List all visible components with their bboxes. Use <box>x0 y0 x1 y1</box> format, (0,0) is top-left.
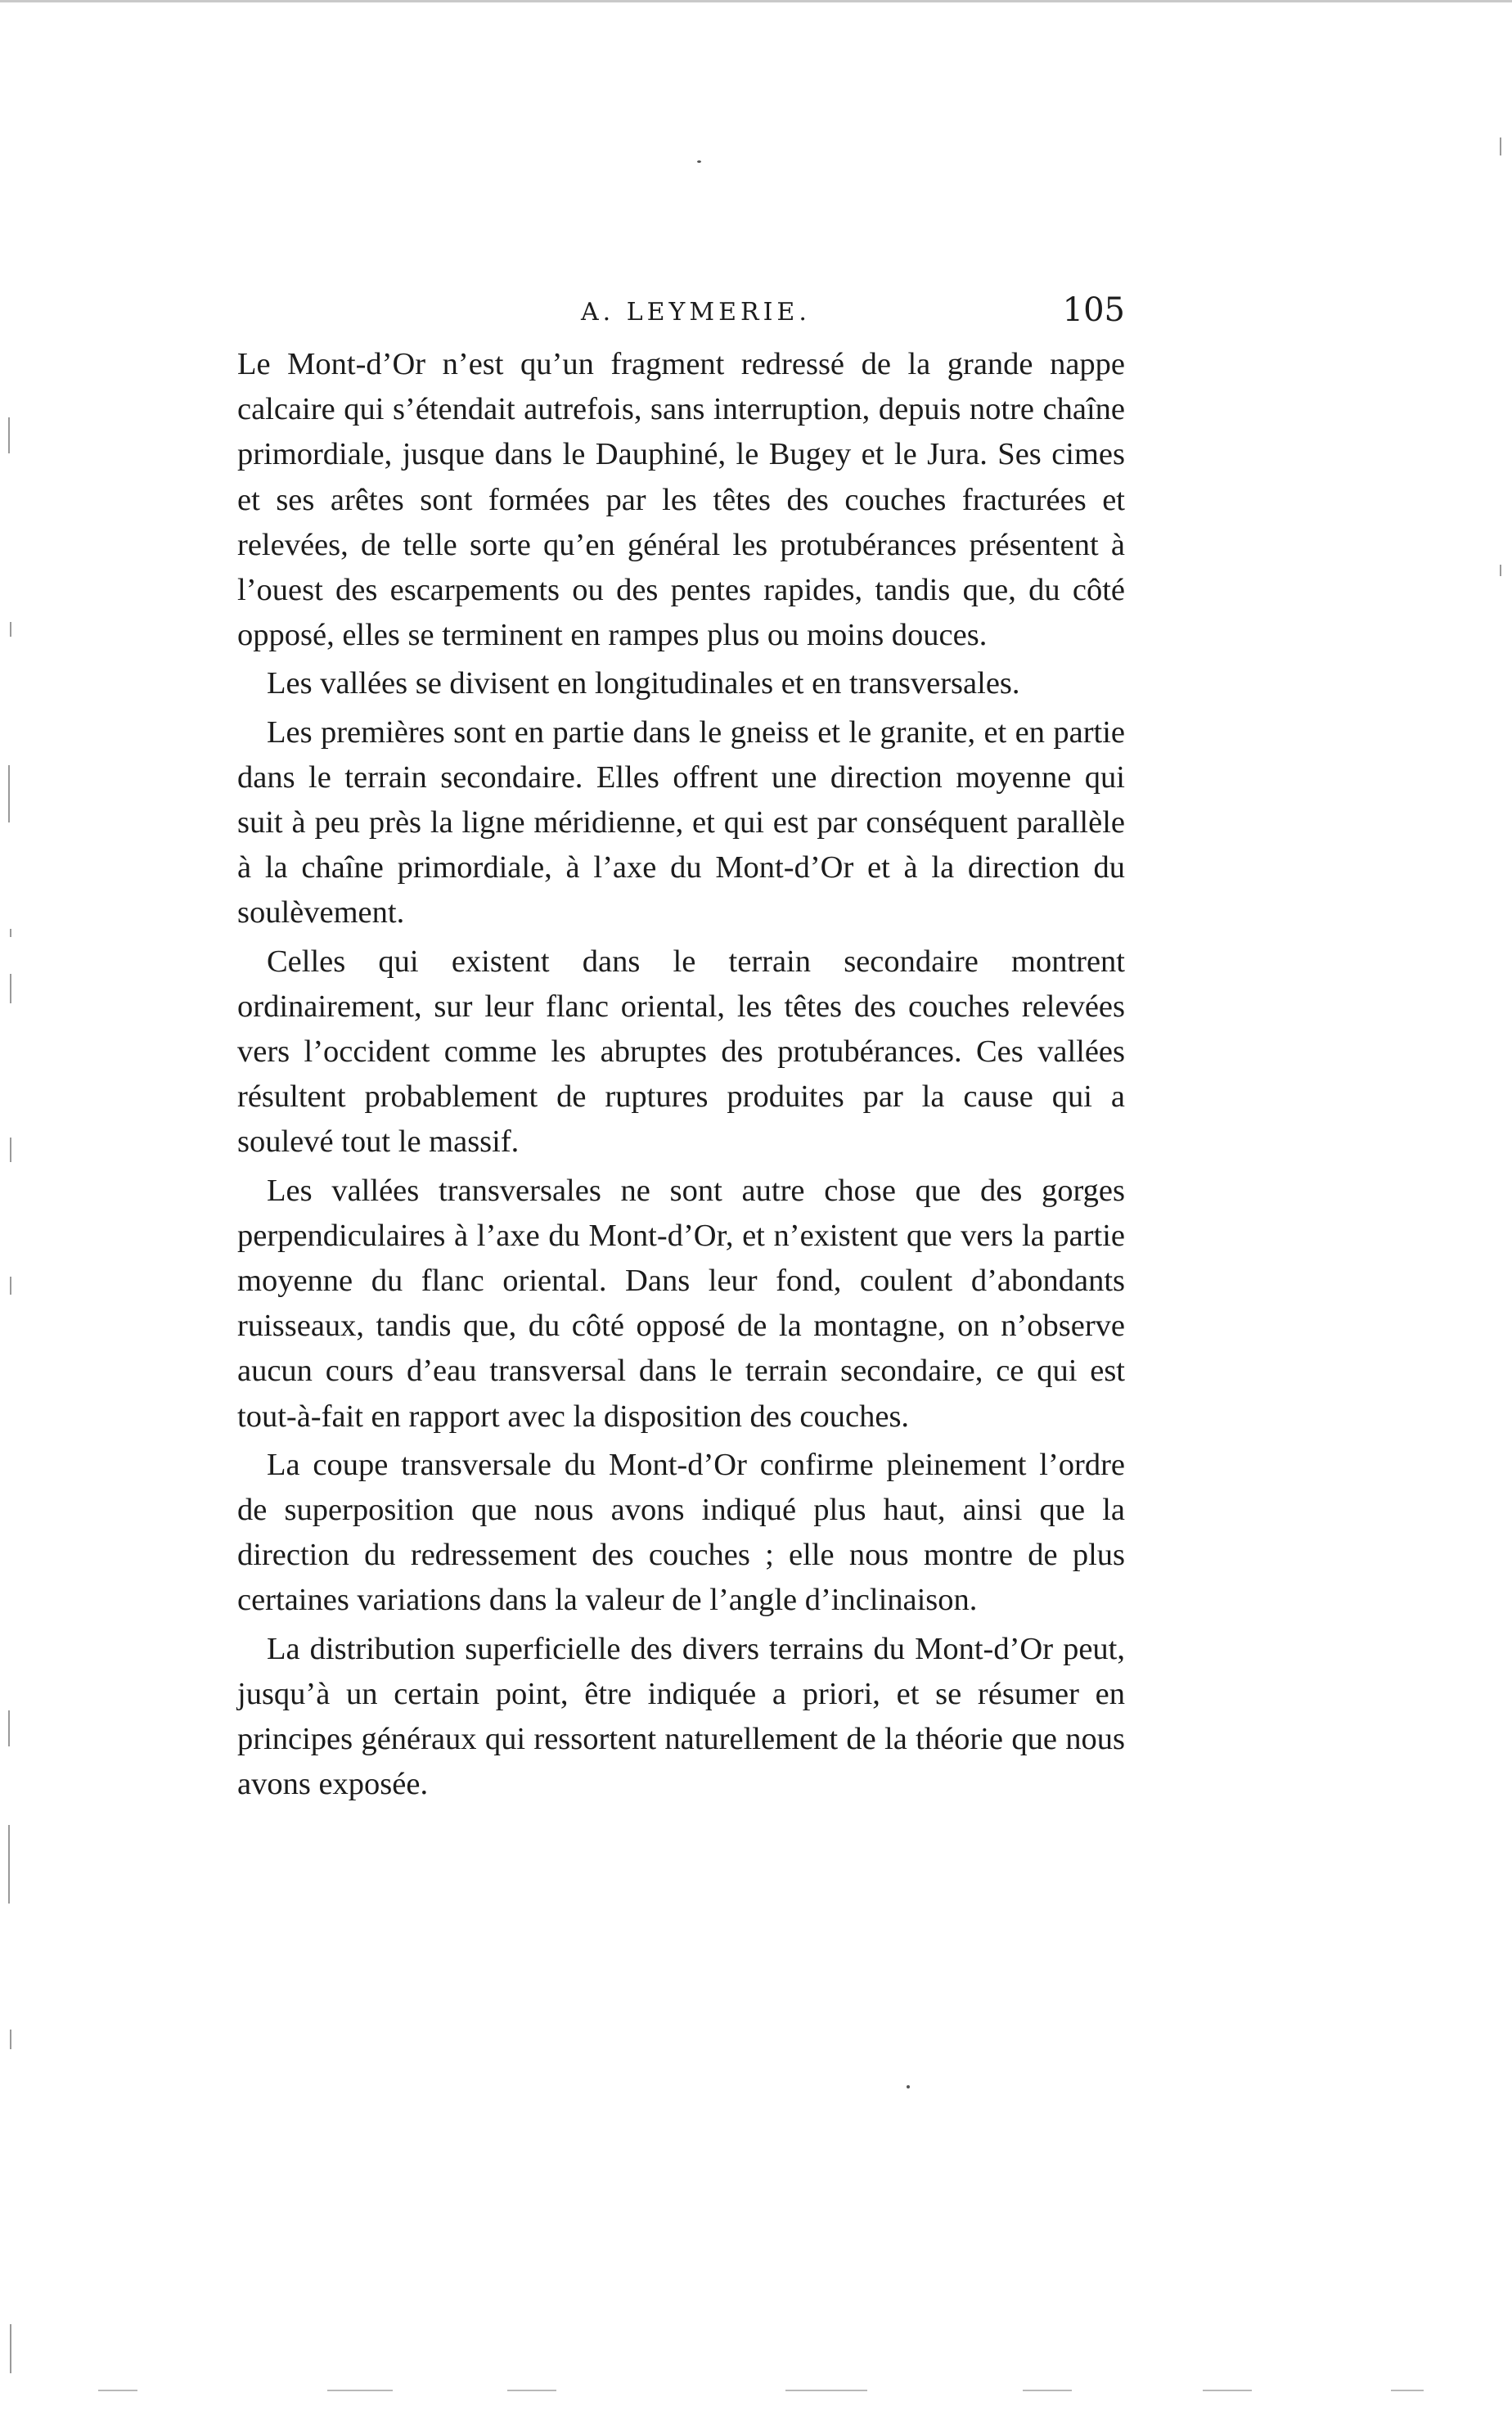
scan-edge-mark <box>8 417 10 453</box>
running-head-author: A. LEYMERIE. <box>581 298 811 327</box>
scan-bottom-mark <box>1203 2390 1252 2391</box>
scan-speck <box>907 2085 910 2088</box>
scan-bottom-mark <box>327 2390 393 2391</box>
running-head <box>237 291 1125 340</box>
scan-edge-mark <box>10 1277 11 1295</box>
scan-edge-mark <box>10 2324 11 2373</box>
scan-edge-mark <box>10 974 11 1003</box>
paragraph: La coupe transversale du Mont-d’Or confirme pleinement l’ordre de superposition que nous avons indiqué plus haut, ainsi que la direction du redressement des couches ; elle nous montre de plus certaines variations dans la valeur de l’angle d’inclinaison. <box>237 1447 1125 1618</box>
body-text <box>237 342 1125 1811</box>
paragraph: Les vallées transversales ne sont autre chose que des gorges perpendiculaires à l’axe du Mont-d’Or, et n’existent que vers la partie moyenne du flanc oriental. Dans leur fond, coulent d’abondants ruisseaux, tandis que, du côté opposé de la montagne, on n’observe aucun cours d’eau transversal dans le terrain secondaire, ce qui est tout-à-fait en rapport avec la disposition des couches. <box>237 1173 1125 1434</box>
paragraph: Les premières sont en partie dans le gneiss et le granite, et en partie dans le terrain secondaire. Elles offrent une direction moyenne qui suit à peu près la ligne méridienne, et qui est par conséquent parallèle à la chaîne primordiale, à l’axe du Mont-d’Or et à la direction du soulèvement. <box>237 714 1125 930</box>
paragraph: La distribution superficielle des divers terrains du Mont-d’Or peut, jusqu’à un certain point, être indiquée a priori, et se résumer en principes généraux qui ressortent naturellement de la théorie que nous avons exposée. <box>237 1631 1125 1802</box>
scan-edge-mark <box>10 929 11 937</box>
scan-bottom-mark <box>98 2390 137 2391</box>
scan-bottom-mark <box>785 2390 867 2391</box>
scan-edge-mark <box>8 1825 10 1904</box>
paragraph: Les vallées se divisent en longitudinales et en transversales. <box>267 666 1020 701</box>
scan-bottom-mark <box>1391 2390 1424 2391</box>
paragraph: Le Mont-d’Or n’est qu’un fragment redressé de la grande nappe calcaire qui s’étendait autrefois, sans interruption, depuis notre chaîne primordiale, jusque dans le Dauphiné, le Bugey et le Jura. Ses cimes et ses arêtes sont formées par les têtes des couches fracturées et relevées, de telle sorte qu’en général les protubérances présentent à l’ouest des escarpements ou des pentes rapides, tandis que, du côté opposé, elles se terminent en rampes plus ou moins douces. <box>237 347 1125 653</box>
scan-bottom-mark <box>507 2390 556 2391</box>
scan-top-edge <box>0 0 1512 2</box>
page-number: 105 <box>1062 291 1125 329</box>
paragraph: Celles qui existent dans le terrain secondaire montrent ordinairement, sur leur flanc oriental, les têtes des couches relevées vers l’occident comme les abruptes des protubérances. Ces vallées résultent probablement de ruptures produites par la cause qui a soulevé tout le massif. <box>237 944 1125 1160</box>
scan-edge-mark <box>1500 137 1501 155</box>
scan-edge-mark <box>1500 565 1501 576</box>
scan-edge-mark <box>10 622 11 637</box>
scan-bottom-mark <box>1023 2390 1072 2391</box>
scan-edge-mark <box>10 1138 11 1162</box>
scan-edge-mark <box>10 2030 11 2049</box>
scan-edge-mark <box>8 1710 10 1746</box>
scan-speck <box>697 160 701 163</box>
scan-edge-mark <box>8 765 10 822</box>
